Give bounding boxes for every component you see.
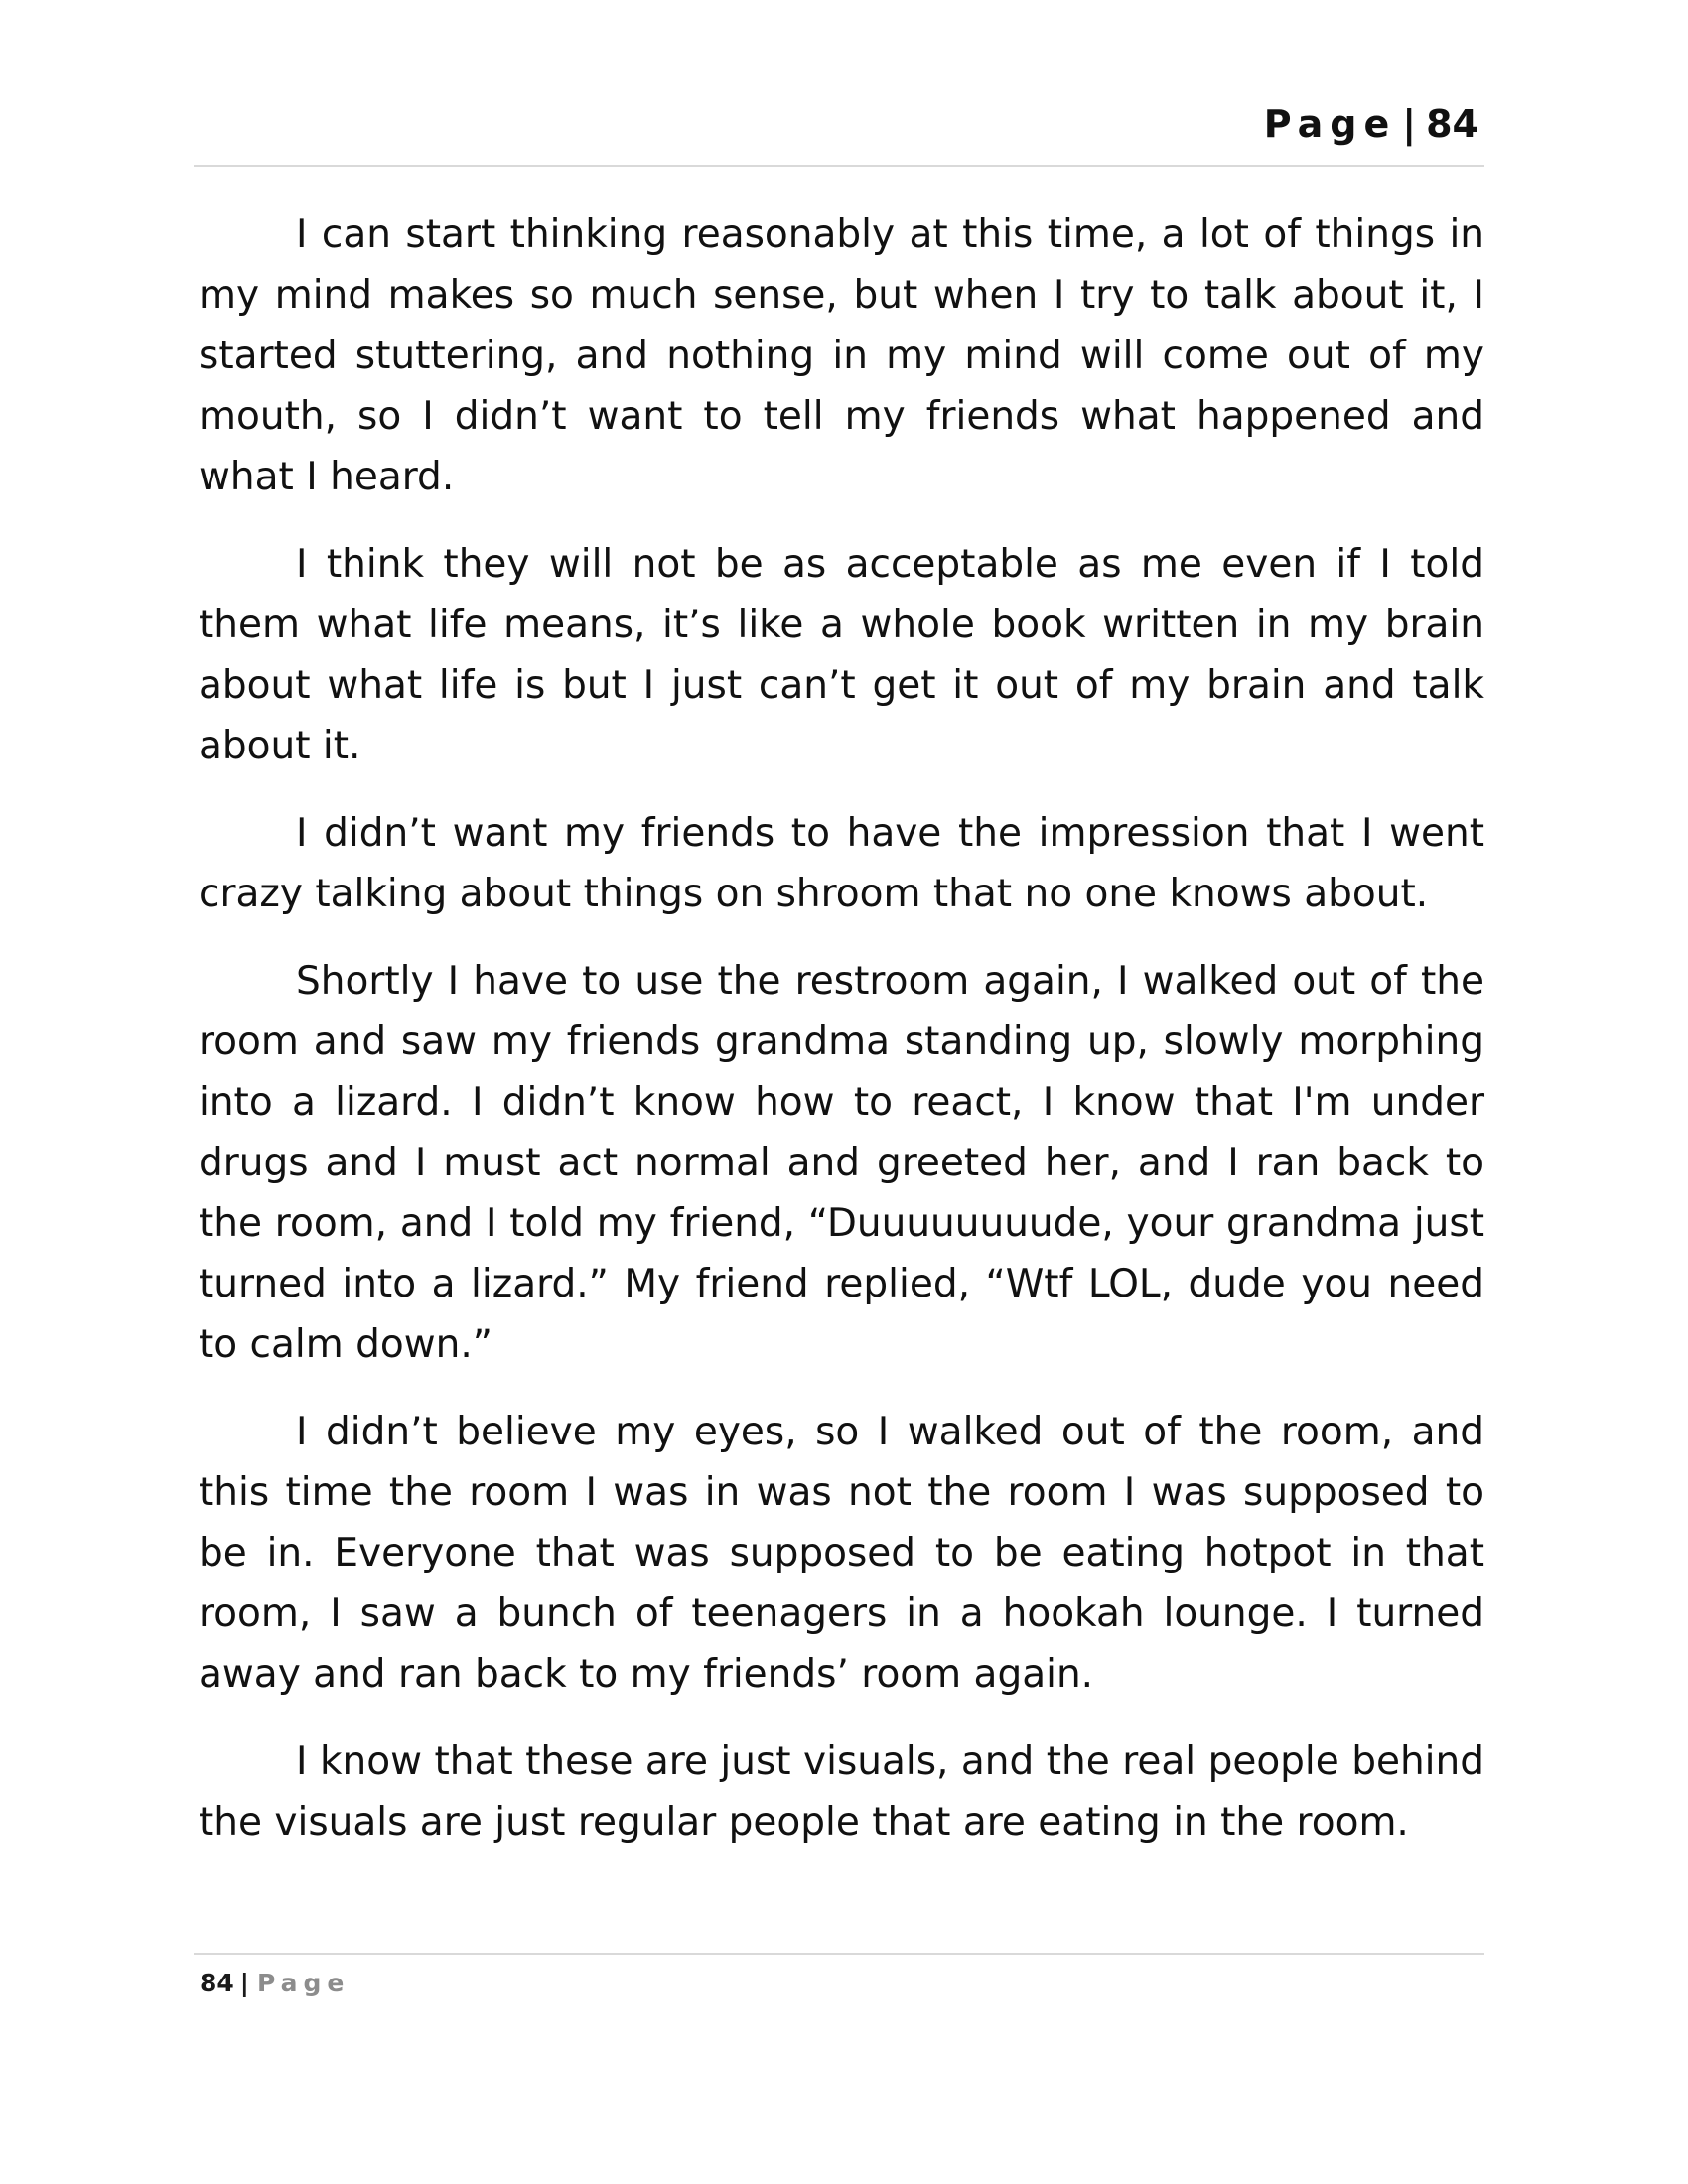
paragraph-6: I know that these are just visuals, and the real people behind the visuals are just regular people that are eating in the room. [199,1739,1484,1844]
header-separator: | [1402,102,1417,146]
header-page-label [1263,102,1478,146]
page-body [199,205,1484,1879]
paragraph-5: I didn’t believe my eyes, so I walked out of the room, and this time the room I was in was not the room I was supposed to be in. Everyone that was supposed to be eating hotpot in that room, I saw a bunch of teenagers in a hookah lounge. I turned away and ran back to my friends’ room again. [199,1410,1484,1697]
footer-separator: | [239,1969,249,1997]
footer-page-word: Page [256,1969,351,1997]
footer-page-label [194,1971,1484,1995]
page-header [194,99,1484,167]
paragraph-4: Shortly I have to use the restroom again, I walked out of the room and saw my friends grandma standing up, slowly morphing into a lizard. I didn’t know how to react, I know that I'm under drugs and I must act normal and greeted her, and I ran back to the room, and I told my friend, “Duuuuuuuude, your grandma just turned into a lizard.” My friend replied, “Wtf LOL, dude you need to calm down.” [199,959,1484,1367]
page-footer [194,1953,1484,1995]
footer-page-number: 84 [200,1969,234,1997]
header-page-number: 84 [1426,102,1478,146]
paragraph-1: I can start thinking reasonably at this time, a lot of things in my mind makes so much sense, but when I try to talk about it, I started stuttering, and nothing in my mind will come out of my mouth, so I didn’t want to tell my friends what happened and what I heard. [199,212,1484,499]
paragraph-3: I didn’t want my friends to have the impression that I went crazy talking about things on shroom that no one knows about. [199,811,1484,916]
header-page-word: Page [1263,102,1397,146]
paragraph-2: I think they will not be as acceptable as me even if I told them what life means, it’s like a whole book written in my brain about what life is but I just can’t get it out of my brain and talk about it. [199,542,1484,768]
